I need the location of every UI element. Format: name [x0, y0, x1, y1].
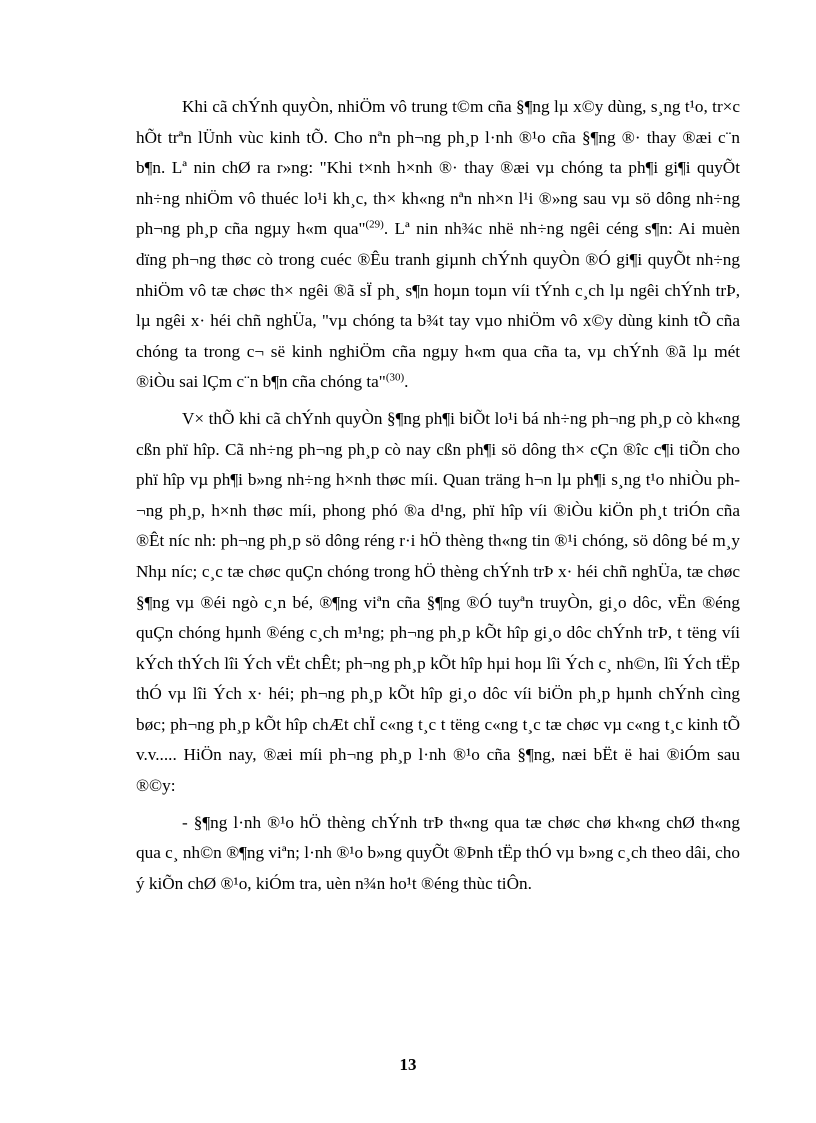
paragraph-2: V× thÕ khi cã chÝnh quyÒn §¶ng ph¶i biÕt lo¹i bá nh÷ng ph¬ng ph¸p cò kh«ng cßn phï hîp. Cã nh÷ng ph¬ng ph¸p cò nay cßn ph¶i sö dông th× cÇn ®îc c¶i tiÕn cho phï hîp vµ ph¶i b»ng nh÷ng h×nh thøc míi. Quan träng h¬n lµ ph¶i s¸ng t¹o nhiÒu ph¬ng ph¸p, h×nh thøc míi, phong phó ®a d¹ng, phï hîp víi ®iÒu kiÖn ph¸t triÓn cña ®Êt níc nh: ph¬ng ph¸p sö dông réng r·i hÖ thèng th«ng tin ®¹i chóng, sö dông bé m¸y Nhµ níc; c¸c tæ chøc quÇn chóng trong hÖ thèng chÝnh trÞ x· héi chñ nghÜa, tæ chøc §¶ng vµ ®éi ngò c¸n bé, ®¶ng viªn cña §¶ng ®Ó tuyªn truyÒn, gi¸o dôc, vËn ®éng quÇn chóng hµnh ®éng c¸ch m¹ng; ph¬ng ph¸p kÕt hîp gi¸o dôc chÝnh trÞ, t tëng víi kÝch thÝch lîi Ých vËt chÊt; ph¬ng ph¸p kÕt hîp hµi hoµ lîi Ých c¸ nh©n, lîi Ých tËp thÓ vµ lîi Ých x· héi; ph¬ng ph¸p kÕt hîp gi¸o dôc víi biÖn ph¸p hµnh chÝnh cìng bøc; ph¬ng ph¸p kÕt hîp chÆt chÏ c«ng t¸c t tëng c«ng t¸c tæ chøc vµ c«ng t¸c kinh tÕ v.v..... HiÖn nay, ®æi míi ph¬ng ph¸p l·nh ®¹o cña §¶ng, næi bËt ë hai ®iÓm sau ®©y: [136, 408, 740, 796]
footnote-ref-29: (29) [365, 218, 384, 231]
page-body [136, 92, 740, 905]
paragraph-1 [136, 92, 740, 398]
paragraph-1-end: . [404, 372, 409, 392]
footnote-ref-30: (30) [385, 371, 405, 384]
paragraph-1-tail: . Lª nin nh¾c nhë nh÷ng ngêi céng s¶n: Ai muèn dïng ph¬ng thøc cò trong cuéc ®Êu tranh giµnh chÝnh quyÒn ®Ó gi¶i quyÕt nh÷ng nhiÖm vô tæ chøc th× ngêi ®ã sÏ ph¸ s¶n hoµn toµn víi tÝnh c¸ch lµ ngêi chÝnh trÞ, lµ ngêi x· héi chñ nghÜa, "vµ chóng ta b¾t tay vµo nhiÖm vô x©y dùng kinh tÕ cña chóng ta trong c¬ së kinh nghiÖm cña ngµy h«m qua cña ta, vµ chÝnh ®ã lµ mét ®iÒu sai lÇm c¨n b¶n cña chóng ta" [136, 219, 741, 392]
page-number: 13 [399, 1055, 417, 1074]
paragraph-1-text: Khi cã chÝnh quyÒn, nhiÖm vô trung t©m cña §¶ng lµ x©y dùng, s¸ng t¹o, tr×c hÕt trªn lÜnh vùc kinh tÕ. Cho nªn ph¬ng ph¸p l·nh ®¹o cña §¶ng ®· thay ®æi c¨n b¶n. Lª nin chØ ra r»ng: "Khi t×nh h×nh ®· thay ®æi vµ chóng ta ph¶i gi¶i quyÕt nh÷ng nhiÖm vô thuéc lo¹i kh¸c, th× kh«ng nªn nh×n l¹i ®»ng sau vµ sö dông nh÷ng ph¬ng ph¸p cña ngµy h«m qua" [136, 97, 740, 239]
paragraph-3: - §¶ng l·nh ®¹o hÖ thèng chÝnh trÞ th«ng qua tæ chøc chø kh«ng chØ th«ng qua c¸ nh©n ®¶ng viªn; l·nh ®¹o b»ng quyÕt ®Þnh tËp thÓ vµ b»ng c¸ch theo dâi, cho ý kiÕn chØ ®¹o, kiÓm tra, uèn n¾n ho¹t ®éng thùc tiÔn. [136, 812, 740, 893]
